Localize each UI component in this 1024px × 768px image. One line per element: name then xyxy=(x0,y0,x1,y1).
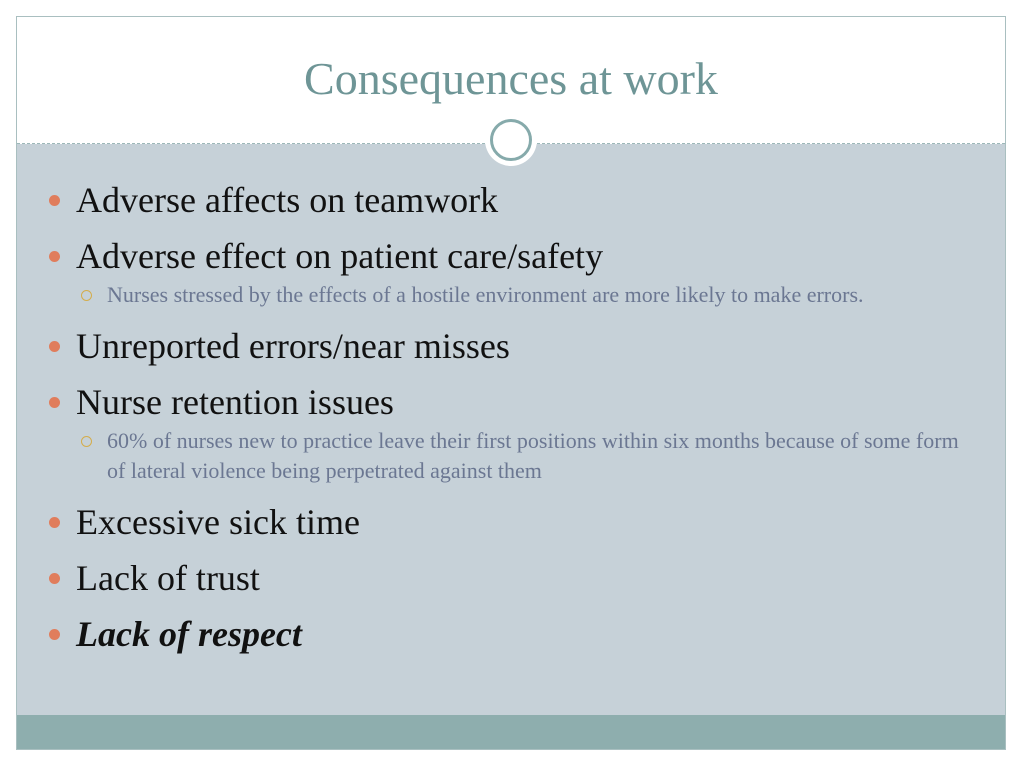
sub-bullet-item xyxy=(17,280,1005,310)
bullet-item xyxy=(17,380,1005,424)
bullet-text: Adverse affects on teamwork xyxy=(76,180,499,220)
bullet-text: Lack of respect xyxy=(76,614,302,654)
bullet-item xyxy=(17,324,1005,368)
slide-title: Consequences at work xyxy=(304,53,718,104)
footer-bar xyxy=(17,715,1005,749)
bullet-dot-icon xyxy=(49,195,60,206)
sub-bullet-text: Nurses stressed by the effects of a hostile environment are more likely to make errors. xyxy=(107,282,864,307)
bullet-item-emphasized xyxy=(17,612,1005,656)
bullet-dot-icon xyxy=(49,397,60,408)
bullet-item xyxy=(17,234,1005,278)
sub-bullet-text: 60% of nurses new to practice leave their first positions within six months because of some form of lateral violence being perpetrated against them xyxy=(107,428,959,483)
bullet-dot-icon xyxy=(49,629,60,640)
sub-bullet-ring-icon xyxy=(81,436,92,447)
bullet-dot-icon xyxy=(49,341,60,352)
bullet-text: Nurse retention issues xyxy=(76,382,394,422)
bullet-dot-icon xyxy=(49,251,60,262)
bullet-text: Excessive sick time xyxy=(76,502,360,542)
content-area xyxy=(17,144,1005,714)
sub-bullet-item xyxy=(17,426,1005,486)
bullet-text: Unreported errors/near misses xyxy=(76,326,510,366)
sub-bullet-ring-icon xyxy=(81,290,92,301)
bullet-dot-icon xyxy=(49,517,60,528)
bullet-list xyxy=(17,178,1005,668)
bullet-item xyxy=(17,556,1005,600)
bullet-item xyxy=(17,178,1005,222)
bullet-text: Lack of trust xyxy=(76,558,260,598)
slide xyxy=(16,16,1006,750)
bullet-dot-icon xyxy=(49,573,60,584)
bullet-text: Adverse effect on patient care/safety xyxy=(76,236,604,276)
bullet-item xyxy=(17,500,1005,544)
